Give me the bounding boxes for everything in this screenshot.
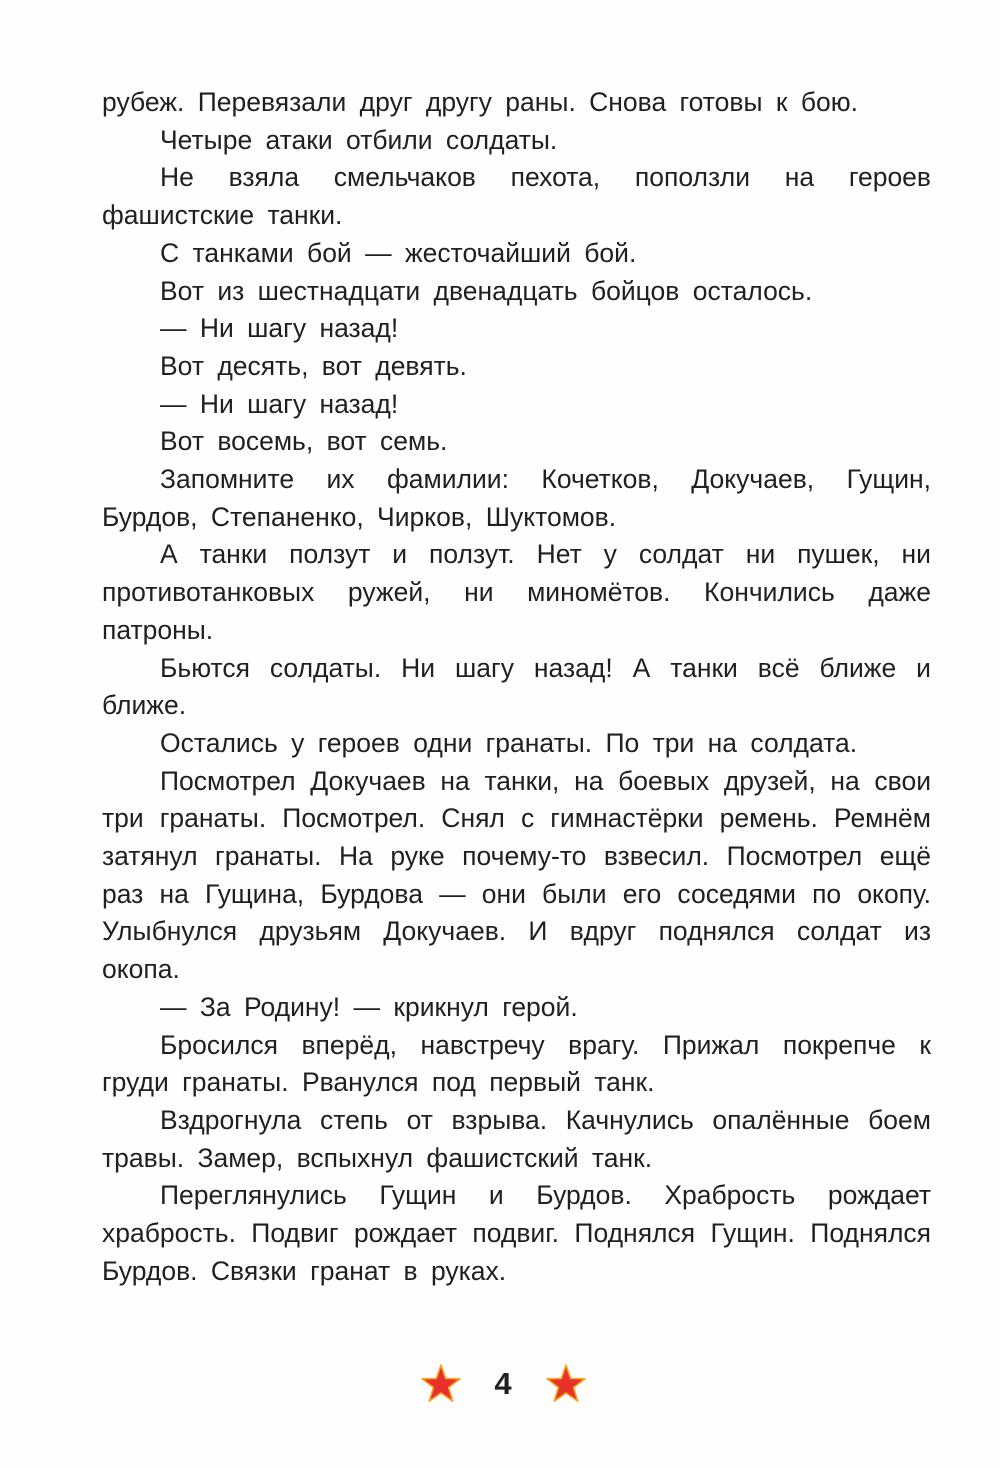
paragraph: Вот восемь, вот семь. <box>160 426 448 457</box>
paragraph: Бьются солдаты. Ни шагу назад! А танки всё ближе и ближе. <box>102 652 931 721</box>
page-number: 4 <box>494 1366 512 1401</box>
paragraph: Бросился вперёд, навстречу врагу. Прижал покрепче к груди гранаты. Рванулся под первый танк. <box>102 1029 931 1098</box>
paragraph: Переглянулись Гущин и Бурдов. Храбрость рождает храбрость. Подвиг рождает подвиг. Поднялся Гущин. Поднялся Бурдов. Связки гранат в руках. <box>102 1180 931 1286</box>
paragraph: С танками бой — жесточайший бой. <box>160 237 637 268</box>
paragraph: Вот десять, вот девять. <box>160 350 467 381</box>
paragraph: рубеж. Перевязали друг другу раны. Снова готовы к бою. <box>102 87 858 117</box>
paragraph: — За Родину! — крикнул герой. <box>160 991 578 1022</box>
paragraph: Четыре атаки отбили солдаты. <box>160 124 558 155</box>
paragraph: Запомните их фамилии: Кочетков, Докучаев, Гущин, Бурдов, Степаненко, Чирков, Шуктомов. <box>102 464 931 532</box>
paragraph: Вздрогнула степь от взрыва. Качнулись опалённые боем травы. Замер, вспыхнул фашистский танк. <box>102 1104 931 1173</box>
paragraph: А танки ползут и ползут. Нет у солдат ни пушек, ни противотанковых ружей, ни миномётов. Кончились даже патроны. <box>102 539 931 645</box>
story-text <box>102 84 931 1291</box>
red-star-icon <box>546 1364 586 1404</box>
paragraph: Остались у героев одни гранаты. По три на солдата. <box>160 727 858 758</box>
paragraph: Посмотрел Докучаев на танки, на боевых друзей, на свои три гранаты. Посмотрел. Снял с гимнастёрки ремень. Ремнём затянул гранаты. На руке почему-то взвесил. Посмотрел ещё раз на Гущина, Бурдова — они были его соседями по окопу. Улыбнулся друзьям Докучаев. И вдруг поднялся солдат из окопа. <box>102 765 931 985</box>
paragraph: Вот из шестнадцати двенадцать бойцов осталось. <box>160 275 813 306</box>
page-footer <box>0 1360 1000 1410</box>
red-star-icon <box>421 1364 461 1404</box>
paragraph: — Ни шагу назад! <box>160 313 399 344</box>
paragraph: — Ни шагу назад! <box>160 388 399 419</box>
paragraph: Не взяла смельчаков пехота, поползли на героев фашистские танки. <box>102 162 931 231</box>
